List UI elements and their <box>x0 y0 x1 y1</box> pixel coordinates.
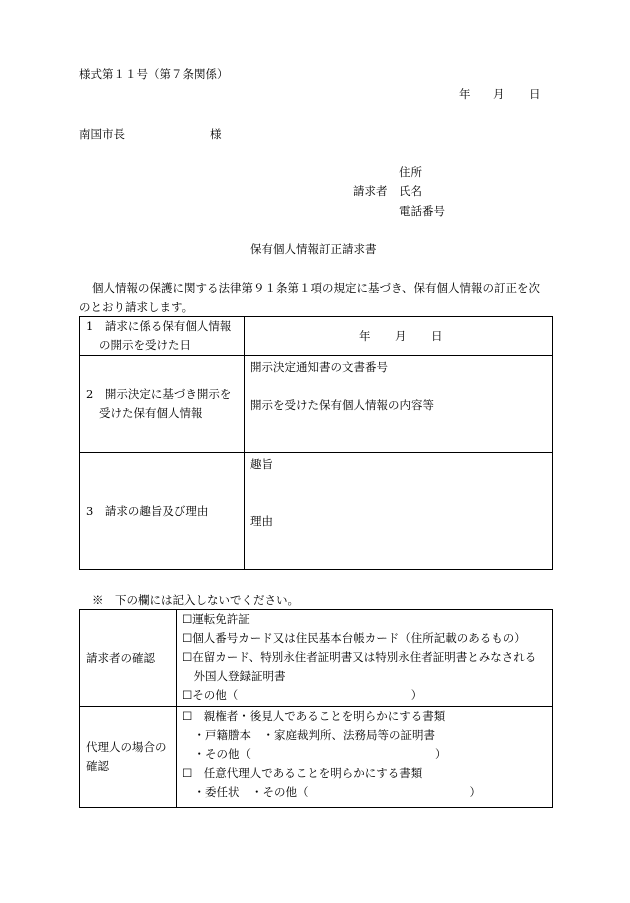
agent-check-label-line2: 確認 <box>86 759 109 773</box>
requester-check-items <box>177 610 553 707</box>
row1-label-line2: の開示を受けた日 <box>99 338 191 352</box>
row-purpose-reason <box>80 453 553 570</box>
row2-label-line1: 2 開示決定に基づき開示を <box>86 387 232 401</box>
row1-date-cell[interactable] <box>245 317 553 356</box>
agent-check-row <box>80 707 553 808</box>
agent-item-guardian-docs: ・戸籍謄本 ・家庭裁判所、法務局等の証明書 <box>182 728 435 742</box>
row1-month: 月 <box>395 328 407 343</box>
date-day: 日 <box>529 87 541 101</box>
requester-label: 請求者 <box>353 184 388 198</box>
row3-content-cell[interactable] <box>245 453 553 570</box>
form-title: 保有個人情報訂正請求書 <box>250 242 377 256</box>
row-disclosure-date <box>80 317 553 356</box>
requester-check-label: 請求者の確認 <box>80 610 177 707</box>
addressee-name: 南国市長 <box>79 127 125 141</box>
intro-line-1: 個人情報の保護に関する法律第９１条第１項の規定に基づき、保有個人情報の訂正を次 <box>92 281 541 295</box>
agent-check-label <box>80 707 177 808</box>
check-item-residence-card[interactable]: ☐在留カード、特別永住者証明書又は特別永住者証明書とみなされる <box>182 650 537 664</box>
agent-item-guardian[interactable]: ☐ 親権者・後見人であることを明らかにする書類 <box>182 709 446 723</box>
row3-purpose-label: 趣旨 <box>250 457 273 471</box>
row1-day: 日 <box>431 328 443 343</box>
intro-line-2: のとおり請求します。 <box>79 300 194 314</box>
request-table <box>79 316 553 570</box>
row-disclosed-info <box>80 356 553 453</box>
check-item-mynumber-card[interactable]: ☐個人番号カード又は住民基本台帳カード（住所記載のあるもの） <box>182 631 526 645</box>
agent-check-items <box>177 707 553 808</box>
office-use-table <box>79 609 553 808</box>
row3-reason-label: 理由 <box>250 514 273 528</box>
check-item-other[interactable]: ☐その他（ ） <box>182 688 423 702</box>
row2-content-label: 開示を受けた保有個人情報の内容等 <box>250 398 434 412</box>
row2-label-line2: 受けた保有個人情報 <box>99 406 203 420</box>
date-month: 月 <box>493 87 505 101</box>
requester-address-label: 住所 <box>399 165 422 179</box>
agent-item-guardian-other: ・その他（ ） <box>182 747 447 761</box>
row2-label <box>80 356 245 453</box>
requester-check-row <box>80 610 553 707</box>
agent-item-voluntary[interactable]: ☐ 任意代理人であることを明らかにする書類 <box>182 766 423 780</box>
notice-text: ※ 下の欄には記入しないでください。 <box>92 593 299 607</box>
check-item-residence-card-cont: 外国人登録証明書 <box>182 669 286 683</box>
form-number: 様式第１１号（第７条関係） <box>79 67 229 81</box>
requester-name-label: 氏名 <box>399 184 422 198</box>
check-item-license[interactable]: ☐運転免許証 <box>182 612 250 626</box>
row2-content-cell[interactable] <box>245 356 553 453</box>
requester-phone-label: 電話番号 <box>399 204 445 218</box>
row1-label-line1: 1 請求に係る保有個人情報 <box>86 319 232 333</box>
row1-label <box>80 317 245 356</box>
row2-doc-number-label: 開示決定通知書の文書番号 <box>250 360 388 374</box>
date-year: 年 <box>459 87 471 101</box>
agent-check-label-line1: 代理人の場合の <box>86 740 167 754</box>
agent-item-voluntary-docs: ・委任状 ・その他（ ） <box>182 785 481 799</box>
addressee-honorific: 様 <box>210 127 222 141</box>
row3-label: 3 請求の趣旨及び理由 <box>80 453 245 570</box>
row1-year: 年 <box>359 328 371 343</box>
